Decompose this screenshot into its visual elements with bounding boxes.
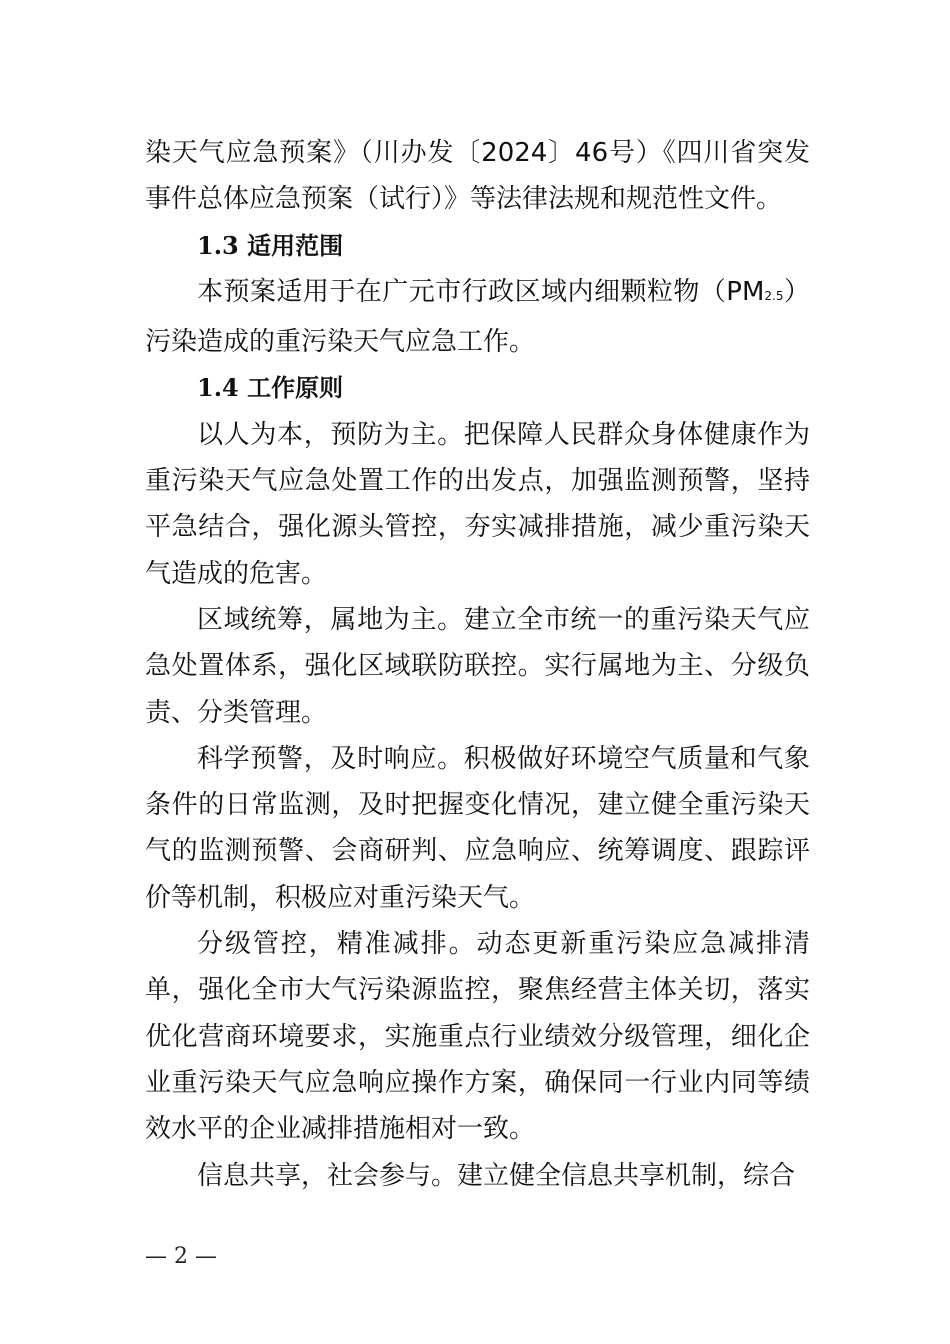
section-number: 1.4 <box>197 373 239 403</box>
section-heading-1-3 <box>145 223 810 269</box>
paragraph-principle-info-sharing: 信息共享，社会参与。建立健全信息共享机制，综合 <box>197 1160 796 1191</box>
paragraph-principle-people-first: 以人为本，预防为主。把保障人民群众身体健康作为重污染天气应急处置工作的出发点，加强监测预警，坚持平急结合，强化源头管控，夯实减排措施，减少重污染天气造成的危害。 <box>145 419 810 589</box>
section-title: 工作原则 <box>247 374 344 403</box>
paragraph-principle-warning: 科学预警，及时响应。积极做好环境空气质量和气象条件的日常监测，及时把握变化情况，建立健全重污染天气的监测预警、会商研判、应急响应、统筹调度、跟踪评价等机制，积极应对重污染天气。 <box>145 743 810 913</box>
page-number: — 2 — <box>145 1244 217 1269</box>
scope-text-after: ）污染造成的重污染天气应急工作。 <box>145 276 810 358</box>
paragraph-principle-control: 分级管控，精准减排。动态更新重污染应急减排清单，强化全市大气污染源监控，聚焦经营主体关切，落实优化营商环境要求，实施重点行业绩效分级管理，细化企业重污染天气应急响应操作方案，确保同一行业内同等绩效水平的企业减排措施相对一致。 <box>145 929 810 1145</box>
paragraph-principle-regional: 区域统筹，属地为主。建立全市统一的重污染天气应急处置体系，强化区域联防联控。实行属地为主、分级负责、分类管理。 <box>145 604 810 728</box>
section-number: 1.3 <box>197 230 239 260</box>
pm-subscript: 2.5 <box>764 288 784 303</box>
paragraph-scope <box>145 269 810 366</box>
paragraph-continued: 染天气应急预案》（川办发〔2024〕46号）《四川省突发事件总体应急预案（试行）》等法律法规和规范性文件。 <box>145 138 810 215</box>
section-title: 适用范围 <box>247 231 344 260</box>
document-body <box>145 130 810 1199</box>
section-heading-1-4 <box>145 365 810 411</box>
scope-text-before: 本预案适用于在广元市行政区域内细颗粒物（PM <box>197 276 765 307</box>
